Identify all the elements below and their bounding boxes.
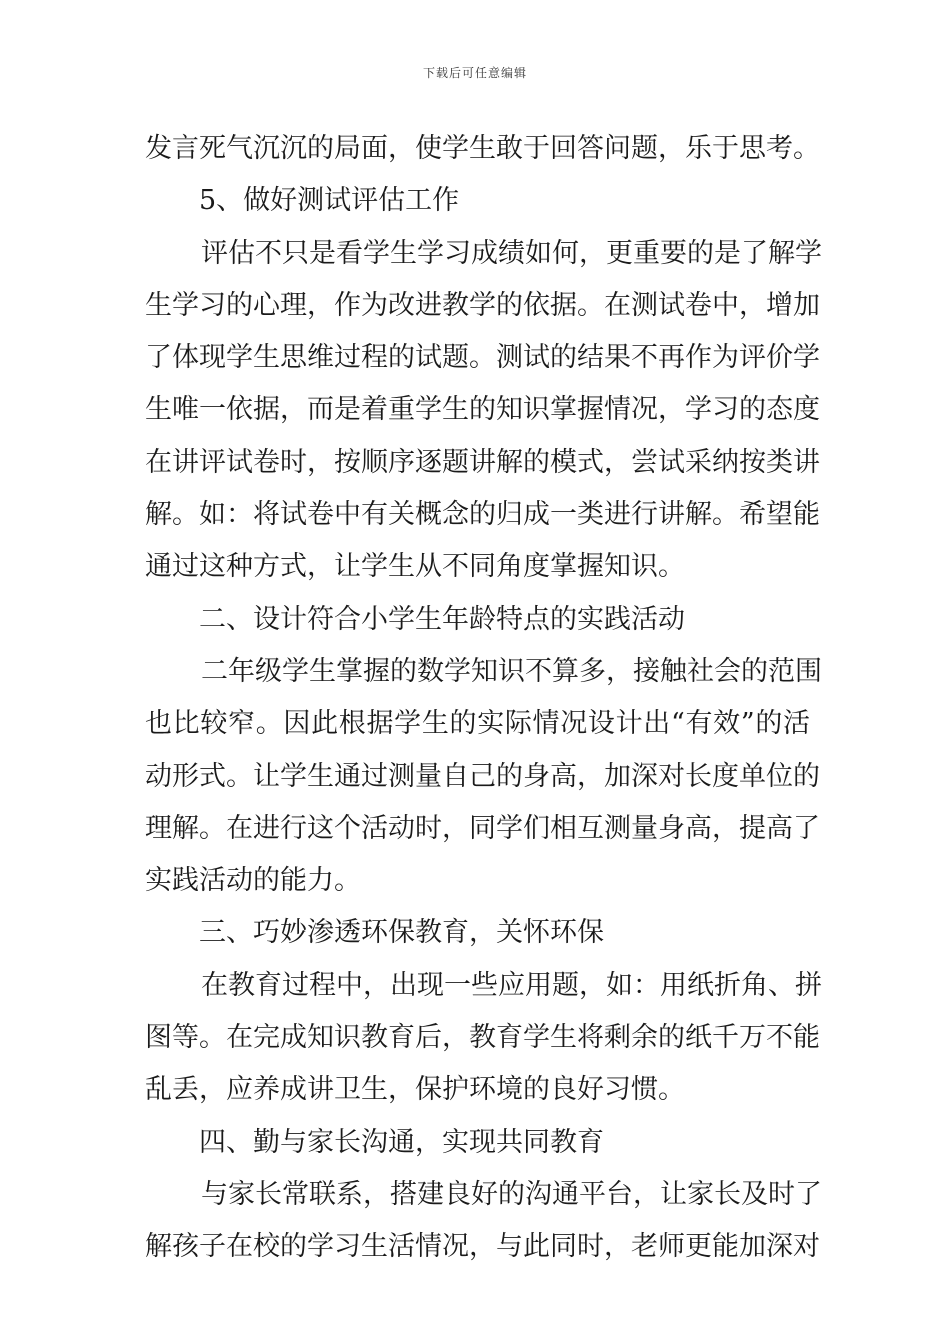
document-body [145,123,822,1274]
paragraph-first-line: 评估不只是看学生学习成绩如何，更重要的是了解学 [201,237,822,269]
text-line: 图等。在完成知识教育后，教育学生将剩余的纸千万不能 [145,1022,820,1054]
paragraph-first-line: 二年级学生掌握的数学知识不算多，接触社会的范围 [201,655,822,687]
text-line: 动形式。让学生通过测量自己的身高，加深对长度单位的 [145,760,820,792]
text-line: 生学习的心理，作为改进教学的依据。在测试卷中，增加 [145,289,820,321]
text-line: 了体现学生思维过程的试题。测试的结果不再作为评价学 [145,342,820,374]
paragraph-first-line: 与家长常联系，搭建良好的沟通平台，让家长及时了 [201,1178,822,1210]
text-line: 解孩子在校的学习生活情况，与此同时，老师更能加深对 [145,1231,820,1263]
section-heading: 四、勤与家长沟通，实现共同教育 [199,1126,604,1158]
text-line: 解。如：将试卷中有关概念的归成一类进行讲解。希望能 [145,499,820,531]
text-line: 乱丢，应养成讲卫生，保护环境的良好习惯。 [145,1074,685,1106]
page-header: 下载后可任意编辑 [422,66,527,80]
text-line: 生唯一依据，而是着重学生的知识掌握情况，学习的态度 [145,394,820,426]
section-heading: 二、设计符合小学生年龄特点的实践活动 [199,603,685,635]
text-line: 实践活动的能力。 [145,865,361,897]
text-line: 也比较窄。因此根据学生的实际情况设计出“有效”的活 [145,708,810,740]
text-line: 通过这种方式，让学生从不同角度掌握知识。 [145,551,685,583]
paragraph-first-line: 在教育过程中，出现一些应用题，如：用纸折角、拼 [201,969,822,1001]
text-line: 发言死气沉沉的局面，使学生敢于回答问题，乐于思考。 [145,133,820,164]
text-line: 理解。在进行这个活动时，同学们相互测量身高，提高了 [145,812,820,844]
text-line: 在讲评试卷时，按顺序逐题讲解的模式，尝试采纳按类讲 [145,446,820,478]
section-heading: 三、巧妙渗透环保教育，关怀环保 [199,917,604,949]
section-heading: 5、做好测试评估工作 [199,185,460,217]
